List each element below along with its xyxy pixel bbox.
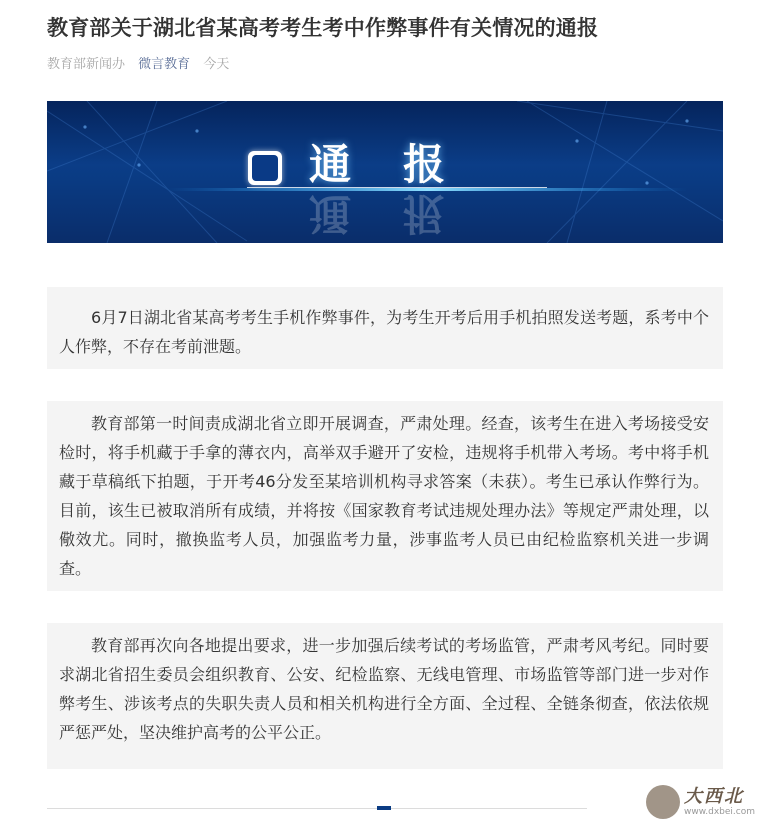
paragraph-gap xyxy=(47,369,723,401)
site-watermark xyxy=(646,785,755,819)
publish-time: 今天 xyxy=(203,57,230,72)
watermark-name: 大西北 xyxy=(684,786,744,807)
pager-active-dot[interactable] xyxy=(377,806,391,810)
paragraph-2: 教育部第一时间责成湖北省立即开展调查，严肃处理。经查，该考生在进入考场接受安检时，将手机藏于手拿的薄衣内，高举双手避开了安检，违规将手机带入考场。考中将手机藏于草稿纸下拍题，于开考46分发至某培训机构寻求答案（未获）。考生已承认作弊行为。目前，该生已被取消所有成绩，并将按《国家教育考试违规处理办法》等规定严肃处理，以儆效尤。同时，撤换监考人员，加强监考力量，涉事监考人员已由纪检监察机关进一步调查。 xyxy=(59,414,709,578)
watermark-text xyxy=(684,787,755,817)
paragraph-gap xyxy=(47,591,723,623)
paragraph-3: 教育部再次向各地提出要求，进一步加强后续考试的考场监管，严肃考风考纪。同时要求湖北省招生委员会组织教育、公安、纪检监察、无线电管理、市场监管等部门进一步对作弊考生、涉该考点的失职失责人员和相关机构进行全方面、全过程、全链条彻查，依法依规严惩严处，坚决维护高考的公平公正。 xyxy=(59,636,709,742)
ministry-logo-icon xyxy=(248,151,282,185)
article xyxy=(47,0,723,769)
account-link[interactable]: 微言教育 xyxy=(138,57,191,72)
banner-heading: 通报 xyxy=(309,140,498,189)
author-name: 教育部新闻办 xyxy=(47,57,126,72)
article-meta xyxy=(47,56,723,74)
banner-heading-reflection: 通报 xyxy=(309,189,498,238)
watermark-url: www.dxbei.com xyxy=(684,807,755,817)
article-title: 教育部关于湖北省某高考考生考中作弊事件有关情况的通报 xyxy=(47,16,599,40)
watermark-logo-icon xyxy=(646,785,680,819)
banner-image xyxy=(47,101,723,243)
article-body xyxy=(47,287,723,769)
paragraph-1: 6月7日湖北省某高考考生手机作弊事件，为考生开考后用手机拍照发送考题，系考中个人作弊，不存在考前泄题。 xyxy=(59,308,709,356)
pager-track xyxy=(47,808,587,809)
